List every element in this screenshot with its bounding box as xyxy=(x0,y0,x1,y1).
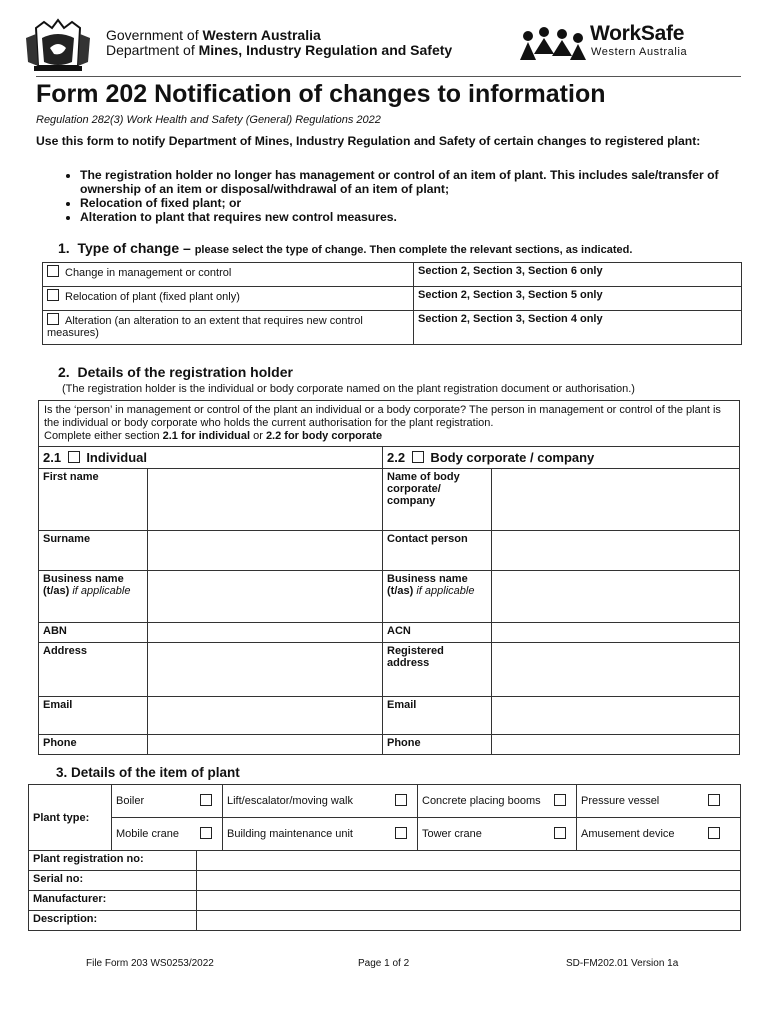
wa-government-crest-logo xyxy=(22,18,94,74)
plant-lift-option[interactable] xyxy=(391,785,418,818)
corp-email-label: Email xyxy=(383,697,492,735)
change-sections-text: Section 2, Section 3, Section 6 only xyxy=(414,263,742,287)
checkbox[interactable] xyxy=(554,794,566,806)
plant-boiler-option[interactable] xyxy=(196,785,223,818)
section2-note: (The registration holder is the individual or body corporate named on the plant registration document or authorisation.) xyxy=(62,383,635,395)
worksafe-logo-title: WorkSafe xyxy=(590,22,685,45)
section2-heading: 2. Details of the registration holder xyxy=(58,364,293,380)
regulation-reference: Regulation 282(3) Work Health and Safety (General) Regulations 2022 xyxy=(36,114,381,126)
plant-mobile-crane-option[interactable] xyxy=(196,818,223,851)
corp-phone-field[interactable] xyxy=(492,735,740,755)
plant-building-maintenance-option[interactable] xyxy=(391,818,418,851)
footer-file-reference: File Form 203 WS0253/2022 xyxy=(86,958,214,969)
first-name-field[interactable] xyxy=(148,469,383,531)
plant-concrete-booms-label: Concrete placing booms xyxy=(418,785,551,818)
checkbox[interactable] xyxy=(395,827,407,839)
body-corporate-option[interactable]: 2.2 Body corporate / company xyxy=(383,447,740,469)
header-divider xyxy=(36,76,741,77)
government-header-text: Government of Western Australia Department of Mines, Industry Regulation and Safety xyxy=(106,27,453,58)
corp-email-field[interactable] xyxy=(492,697,740,735)
plant-amusement-device-label: Amusement device xyxy=(577,818,705,851)
plant-pressure-vessel-label: Pressure vessel xyxy=(577,785,705,818)
address-field[interactable] xyxy=(148,643,383,697)
registered-address-label: Registered address xyxy=(383,643,492,697)
contact-person-field[interactable] xyxy=(492,531,740,571)
plant-type-label: Plant type: xyxy=(29,785,112,851)
first-name-label: First name xyxy=(39,469,148,531)
change-sections-text: Section 2, Section 3, Section 5 only xyxy=(414,287,742,311)
individual-option[interactable]: 2.1 Individual xyxy=(39,447,383,469)
checkbox[interactable] xyxy=(47,313,59,325)
checkbox[interactable] xyxy=(554,827,566,839)
plant-building-maintenance-label: Building maintenance unit xyxy=(223,818,392,851)
address-label: Address xyxy=(39,643,148,697)
corp-business-name-field[interactable] xyxy=(492,571,740,623)
business-name-label: Business name (t/as) if applicable xyxy=(39,571,148,623)
contact-person-label: Contact person xyxy=(383,531,492,571)
email-label: Email xyxy=(39,697,148,735)
bullet-item: • The registration holder no longer has management or control of an item of plant. This includes sale/transfer of ownership of an item or disposal/withdrawal of an item of plant; xyxy=(80,168,720,196)
footer-version: SD-FM202.01 Version 1a xyxy=(566,958,679,969)
checkbox[interactable] xyxy=(68,451,80,463)
manufacturer-field[interactable] xyxy=(196,891,741,911)
plant-registration-no-field[interactable] xyxy=(196,851,741,871)
section1-heading: 1. Type of change – please select the type of change. Then complete the relevant sections, as indicated. xyxy=(58,240,633,256)
bullet-item: • Alteration to plant that requires new control measures. xyxy=(80,210,720,224)
checkbox[interactable] xyxy=(47,289,59,301)
plant-tower-crane-option[interactable] xyxy=(550,818,577,851)
checkbox[interactable] xyxy=(708,827,720,839)
worksafe-figures-logo xyxy=(518,26,588,62)
abn-label: ABN xyxy=(39,623,148,643)
form-intro: Use this form to notify Department of Mines, Industry Regulation and Safety of certain changes to registered plant: xyxy=(36,134,701,148)
footer-page-number: Page 1 of 2 xyxy=(358,958,410,969)
plant-concrete-booms-option[interactable] xyxy=(550,785,577,818)
abn-field[interactable] xyxy=(148,623,383,643)
checkbox[interactable] xyxy=(47,265,59,277)
change-option-management[interactable]: Change in management or control xyxy=(43,263,414,287)
registration-holder-table xyxy=(38,400,740,755)
checkbox[interactable] xyxy=(200,827,212,839)
checkbox[interactable] xyxy=(708,794,720,806)
plant-tower-crane-label: Tower crane xyxy=(418,818,551,851)
phone-field[interactable] xyxy=(148,735,383,755)
phone-label: Phone xyxy=(39,735,148,755)
bullet-item: • Relocation of fixed plant; or xyxy=(80,196,720,210)
body-corporate-name-label: Name of body corporate/ company xyxy=(383,469,492,531)
change-sections-text: Section 2, Section 3, Section 4 only xyxy=(414,311,742,345)
corp-business-name-label: Business name (t/as) if applicable xyxy=(383,571,492,623)
corp-phone-label: Phone xyxy=(383,735,492,755)
acn-label: ACN xyxy=(383,623,492,643)
worksafe-logo-subtitle: Western Australia xyxy=(591,46,688,58)
plant-boiler-label: Boiler xyxy=(112,785,197,818)
description-label: Description: xyxy=(29,911,197,931)
manufacturer-label: Manufacturer: xyxy=(29,891,197,911)
plant-details-table xyxy=(28,784,741,931)
checkbox[interactable] xyxy=(412,451,424,463)
email-field[interactable] xyxy=(148,697,383,735)
serial-no-field[interactable] xyxy=(196,871,741,891)
checkbox[interactable] xyxy=(200,794,212,806)
type-of-change-table xyxy=(42,262,742,345)
checkbox[interactable] xyxy=(395,794,407,806)
surname-label: Surname xyxy=(39,531,148,571)
change-type-bullets xyxy=(58,168,720,224)
surname-field[interactable] xyxy=(148,531,383,571)
person-type-question: Is the ‘person’ in management or control of the plant an individual or a body corporate? The person in management or control of the plant is the individual or body corporate who holds the current authorisation for the plant registration. Complete either section 2.1 for individual or 2.2 for body corporate xyxy=(39,401,740,447)
business-name-field[interactable] xyxy=(148,571,383,623)
serial-no-label: Serial no: xyxy=(29,871,197,891)
plant-pressure-vessel-option[interactable] xyxy=(704,785,741,818)
acn-field[interactable] xyxy=(492,623,740,643)
change-option-relocation[interactable]: Relocation of plant (fixed plant only) xyxy=(43,287,414,311)
plant-registration-no-label: Plant registration no: xyxy=(29,851,197,871)
plant-amusement-device-option[interactable] xyxy=(704,818,741,851)
body-corporate-name-field[interactable] xyxy=(492,469,740,531)
plant-mobile-crane-label: Mobile crane xyxy=(112,818,197,851)
change-option-alteration[interactable]: Alteration (an alteration to an extent that requires new control measures) xyxy=(43,311,414,345)
section3-heading: 3. Details of the item of plant xyxy=(56,765,240,780)
description-field[interactable] xyxy=(196,911,741,931)
plant-lift-label: Lift/escalator/moving walk xyxy=(223,785,392,818)
form-title: Form 202 Notification of changes to information xyxy=(36,80,606,108)
registered-address-field[interactable] xyxy=(492,643,740,697)
